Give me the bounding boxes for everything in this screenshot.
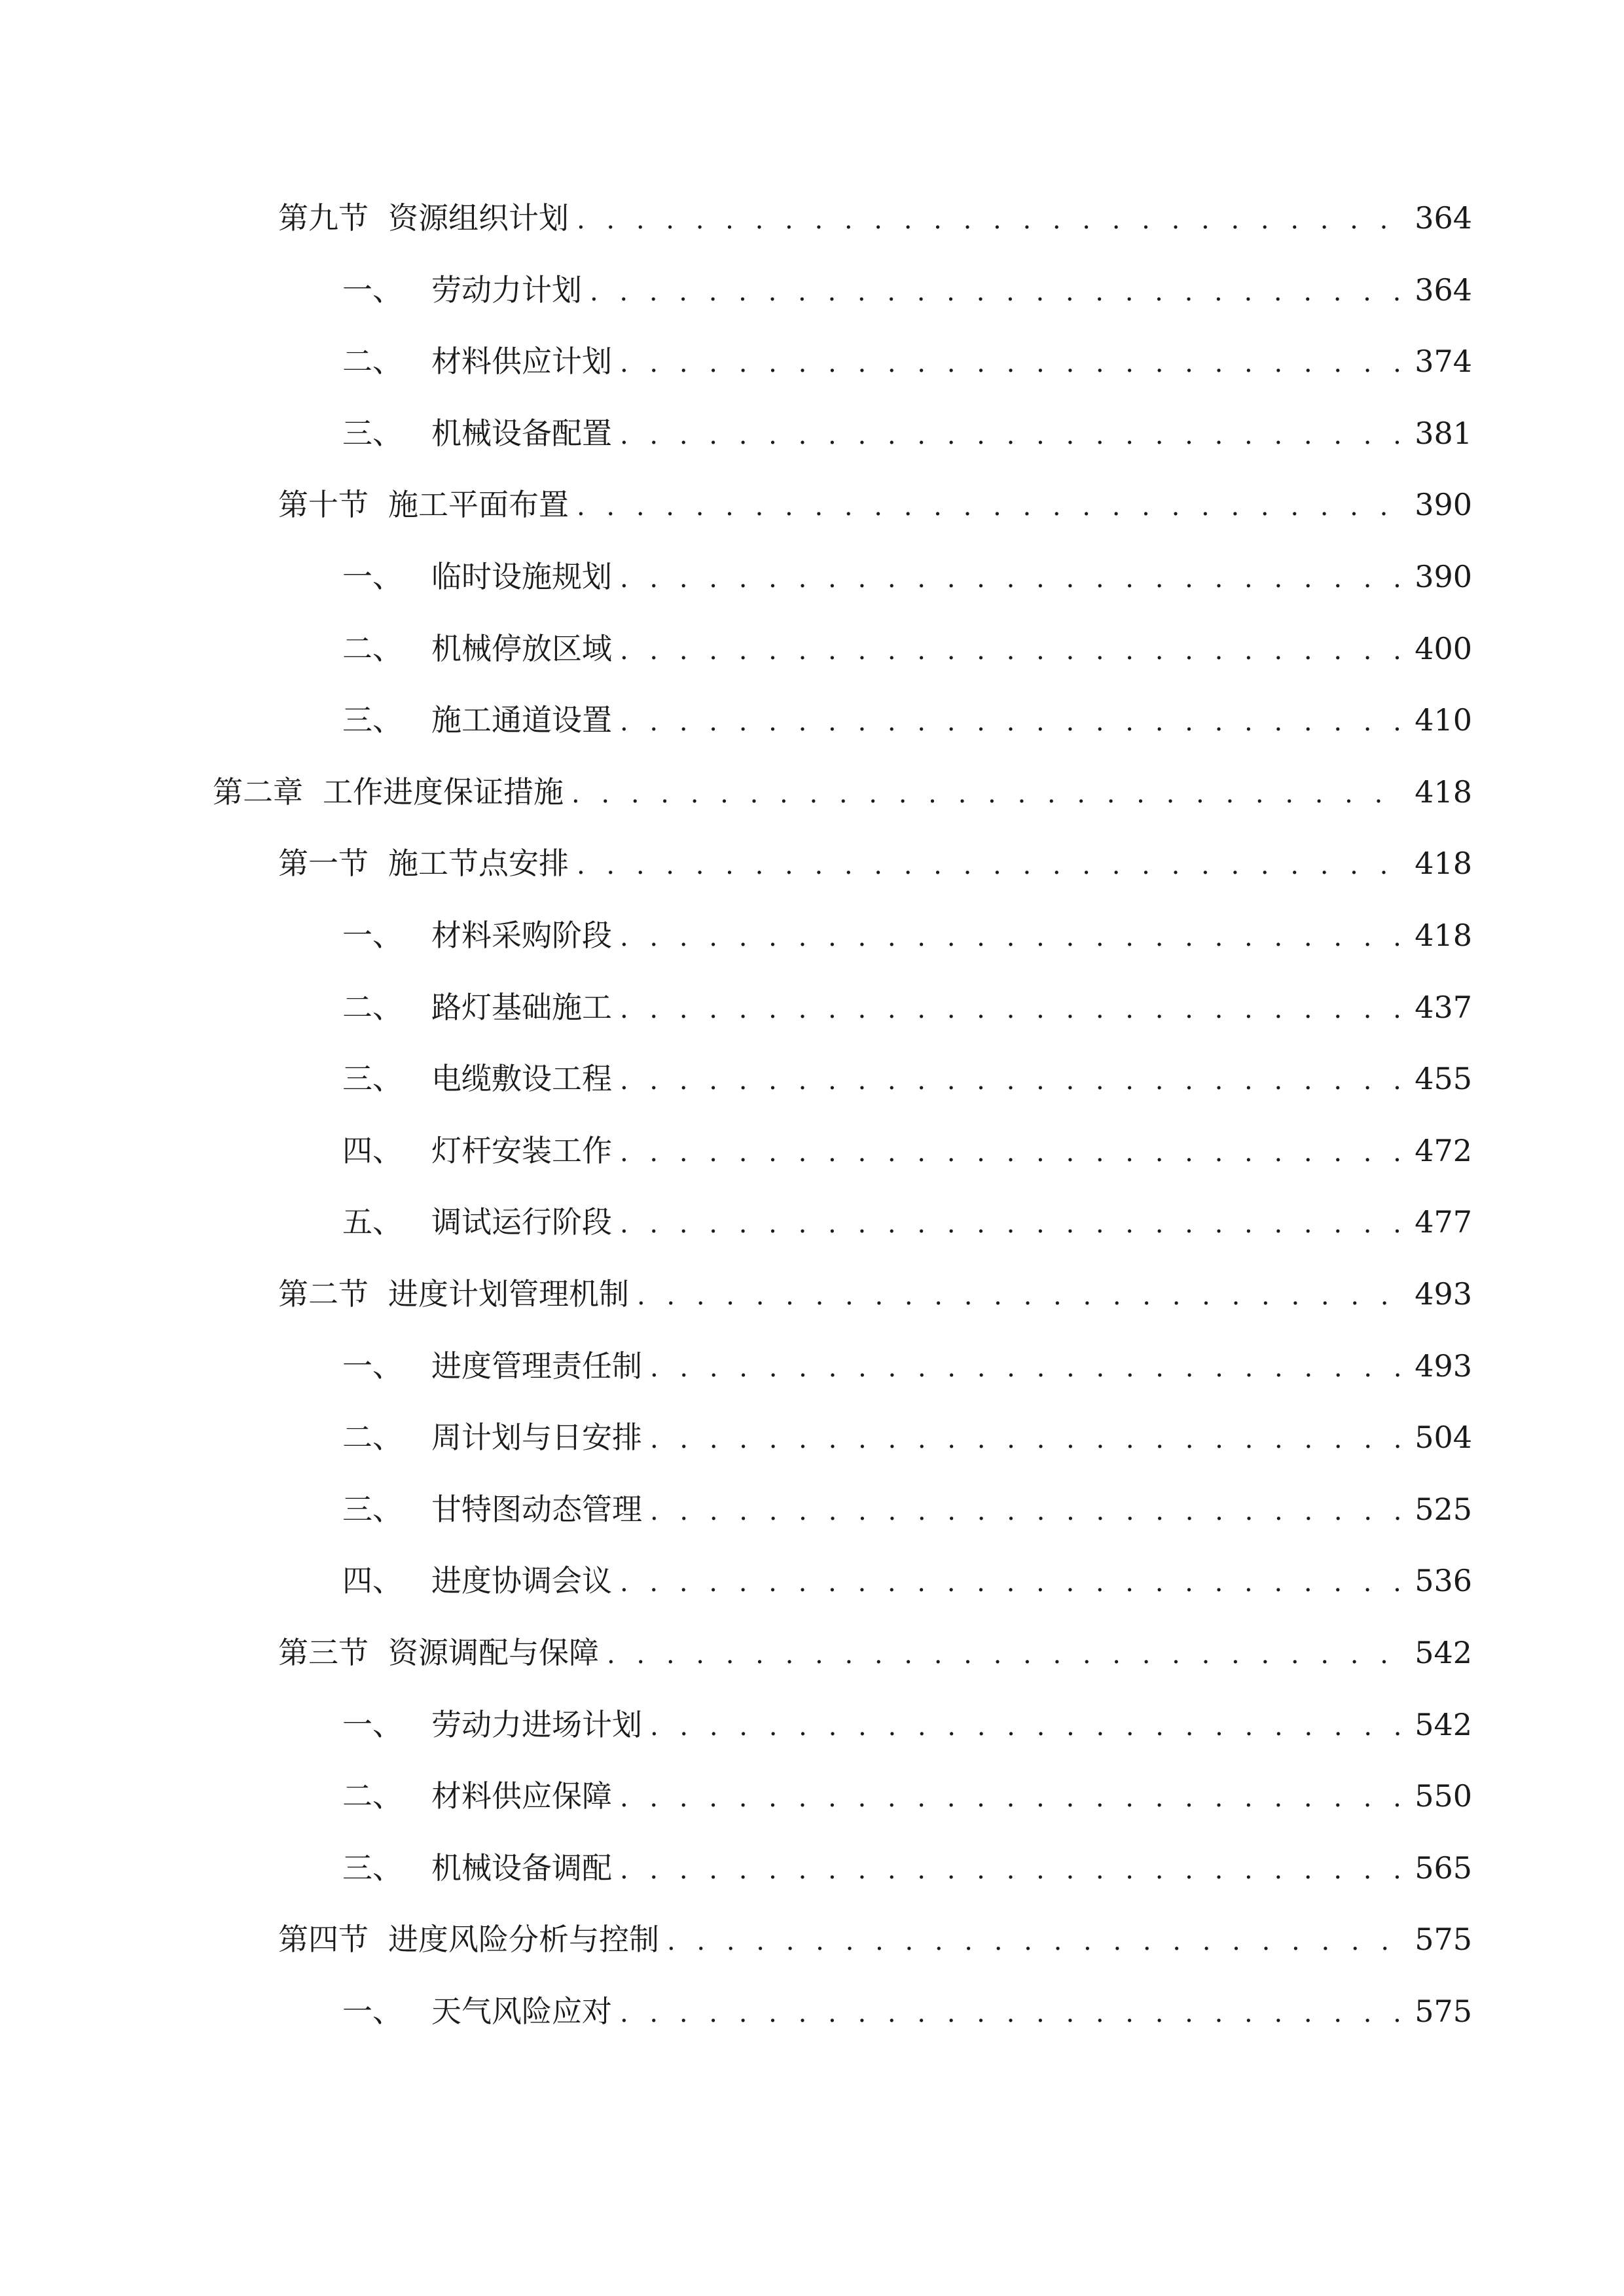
toc-entry-number: 第二章	[213, 774, 303, 810]
toc-page-number: 477	[1415, 1204, 1472, 1240]
toc-entry-title: 进度计划管理机制	[388, 1276, 629, 1312]
toc-entry-title: 调试运行阶段	[431, 1204, 612, 1240]
toc-entry-title: 周计划与日安排	[431, 1420, 642, 1455]
toc-dot-leader	[620, 409, 1405, 461]
toc-entry-title: 电缆敷设工程	[431, 1061, 612, 1096]
toc-entry-number: 第三节	[278, 1635, 369, 1670]
toc-page-number: 536	[1415, 1563, 1472, 1598]
toc-entry-chapter[interactable]	[213, 766, 1472, 818]
toc-entry-number: 二、	[342, 1778, 403, 1814]
toc-dot-leader	[620, 1772, 1405, 1824]
toc-entry-title: 劳动力计划	[431, 272, 582, 308]
toc-entry-title: 进度协调会议	[431, 1563, 612, 1598]
toc-entry-number: 四、	[342, 1133, 403, 1168]
toc-page-number: 374	[1415, 344, 1472, 379]
toc-entry-number: 二、	[342, 1420, 403, 1455]
toc-entry-number: 三、	[342, 1850, 403, 1886]
toc-dot-leader	[620, 1556, 1405, 1609]
toc-entry-item[interactable]	[342, 1411, 1472, 1463]
toc-entry-number: 第四节	[278, 1922, 369, 1957]
toc-dot-leader	[620, 983, 1405, 1035]
toc-entry-item[interactable]	[342, 1196, 1472, 1248]
toc-page-number: 418	[1415, 918, 1472, 953]
toc-page-number: 472	[1415, 1133, 1472, 1168]
toc-entry-number: 一、	[342, 918, 403, 953]
toc-entry-number: 三、	[342, 1492, 403, 1527]
toc-dot-leader	[620, 696, 1405, 748]
toc-dot-leader	[577, 839, 1405, 891]
toc-entry-item[interactable]	[342, 1483, 1472, 1535]
toc-entry-item[interactable]	[342, 1842, 1472, 1894]
toc-entry-section[interactable]	[278, 837, 1472, 889]
toc-entry-item[interactable]	[342, 909, 1472, 961]
toc-page-number: 390	[1415, 559, 1472, 594]
toc-entry-number: 三、	[342, 416, 403, 451]
toc-entry-title: 资源调配与保障	[388, 1635, 599, 1670]
toc-dot-leader	[620, 552, 1405, 605]
toc-entry-title: 施工通道设置	[431, 702, 612, 738]
toc-dot-leader	[620, 1987, 1405, 2039]
toc-entry-item[interactable]	[342, 1124, 1472, 1177]
toc-page-number: 400	[1415, 631, 1472, 666]
toc-entry-number: 二、	[342, 990, 403, 1025]
toc-entry-title: 机械停放区域	[431, 631, 612, 666]
toc-entry-title: 机械设备配置	[431, 416, 612, 451]
toc-dot-leader	[620, 337, 1405, 389]
toc-entry-number: 第九节	[278, 200, 369, 236]
toc-entry-number: 二、	[342, 344, 403, 379]
toc-entry-section[interactable]	[278, 478, 1472, 531]
toc-page-number: 493	[1415, 1348, 1472, 1384]
toc-dot-leader	[620, 1198, 1405, 1250]
toc-entry-number: 四、	[342, 1563, 403, 1598]
toc-dot-leader	[620, 1844, 1405, 1896]
toc-page-number: 550	[1415, 1778, 1472, 1814]
toc-entry-title: 工作进度保证措施	[323, 774, 564, 810]
toc-page-number: 381	[1415, 416, 1472, 451]
toc-page-number: 575	[1415, 1922, 1472, 1957]
toc-entry-item[interactable]	[342, 335, 1472, 387]
toc-entry-number: 五、	[342, 1204, 403, 1240]
toc-entry-title: 材料供应计划	[431, 344, 612, 379]
toc-dot-leader	[590, 266, 1405, 318]
toc-page-number: 410	[1415, 702, 1472, 738]
toc-page-number: 364	[1415, 200, 1472, 236]
toc-entry-number: 三、	[342, 702, 403, 738]
toc-entry-item[interactable]	[342, 981, 1472, 1033]
toc-entry-number: 一、	[342, 1348, 403, 1384]
toc-entry-number: 二、	[342, 631, 403, 666]
toc-dot-leader	[577, 480, 1405, 533]
toc-entry-item[interactable]	[342, 1770, 1472, 1822]
toc-dot-leader	[650, 1342, 1405, 1394]
toc-dot-leader	[620, 624, 1405, 677]
toc-entry-item[interactable]	[342, 550, 1472, 603]
toc-entry-title: 甘特图动态管理	[431, 1492, 642, 1527]
toc-page-number: 565	[1415, 1850, 1472, 1886]
toc-entry-number: 第十节	[278, 487, 369, 522]
toc-entry-item[interactable]	[342, 1052, 1472, 1105]
toc-dot-leader	[620, 1126, 1405, 1179]
toc-entry-section[interactable]	[278, 1913, 1472, 1965]
toc-entry-number: 三、	[342, 1061, 403, 1096]
toc-entry-title: 施工平面布置	[388, 487, 569, 522]
toc-entry-title: 进度风险分析与控制	[388, 1922, 659, 1957]
toc-entry-title: 机械设备调配	[431, 1850, 612, 1886]
toc-entry-title: 劳动力进场计划	[431, 1707, 642, 1742]
toc-dot-leader	[637, 1270, 1405, 1322]
toc-entry-title: 路灯基础施工	[431, 990, 612, 1025]
toc-dot-leader	[571, 768, 1405, 820]
toc-dot-leader	[667, 1915, 1405, 1967]
toc-entry-item[interactable]	[342, 1985, 1472, 2037]
toc-entry-title: 天气风险应对	[431, 1994, 612, 2029]
toc-entry-number: 一、	[342, 559, 403, 594]
toc-entry-item[interactable]	[342, 1554, 1472, 1607]
toc-entry-number: 第一节	[278, 846, 369, 881]
toc-page-number: 437	[1415, 990, 1472, 1025]
toc-entry-number: 一、	[342, 1707, 403, 1742]
toc-dot-leader	[650, 1485, 1405, 1537]
toc-page-number: 390	[1415, 487, 1472, 522]
toc-page-number: 575	[1415, 1994, 1472, 2029]
toc-entry-title: 材料采购阶段	[431, 918, 612, 953]
toc-dot-leader	[650, 1700, 1405, 1753]
toc-entry-title: 资源组织计划	[388, 200, 569, 236]
toc-page-number: 542	[1415, 1707, 1472, 1742]
toc-entry-section[interactable]	[278, 1268, 1472, 1320]
toc-entry-title: 临时设施规划	[431, 559, 612, 594]
toc-page-number: 493	[1415, 1276, 1472, 1312]
toc-entry-item[interactable]	[342, 407, 1472, 459]
toc-entry-title: 材料供应保障	[431, 1778, 612, 1814]
toc-entry-item[interactable]	[342, 1340, 1472, 1392]
toc-entry-item[interactable]	[342, 694, 1472, 746]
toc-entry-item[interactable]	[342, 264, 1472, 316]
toc-page-number: 504	[1415, 1420, 1472, 1455]
toc-entry-title: 灯杆安装工作	[431, 1133, 612, 1168]
toc-entry-number: 一、	[342, 1994, 403, 2029]
toc-page-number: 418	[1415, 846, 1472, 881]
toc-entry-section[interactable]	[278, 192, 1472, 244]
toc-dot-leader	[650, 1413, 1405, 1465]
toc-page-number: 455	[1415, 1061, 1472, 1096]
toc-entry-title: 施工节点安排	[388, 846, 569, 881]
toc-entry-number: 第二节	[278, 1276, 369, 1312]
toc-dot-leader	[620, 1054, 1405, 1107]
toc-dot-leader	[620, 911, 1405, 963]
toc-entry-item[interactable]	[342, 622, 1472, 675]
toc-entry-number: 一、	[342, 272, 403, 308]
toc-entry-title: 进度管理责任制	[431, 1348, 642, 1384]
toc-page-number: 418	[1415, 774, 1472, 810]
toc-entry-section[interactable]	[278, 1626, 1472, 1679]
toc-page-number: 525	[1415, 1492, 1472, 1527]
toc-dot-leader	[607, 1628, 1405, 1681]
toc-entry-item[interactable]	[342, 1698, 1472, 1751]
toc-dot-leader	[577, 194, 1405, 246]
toc-page-number: 364	[1415, 272, 1472, 308]
toc-page-number: 542	[1415, 1635, 1472, 1670]
